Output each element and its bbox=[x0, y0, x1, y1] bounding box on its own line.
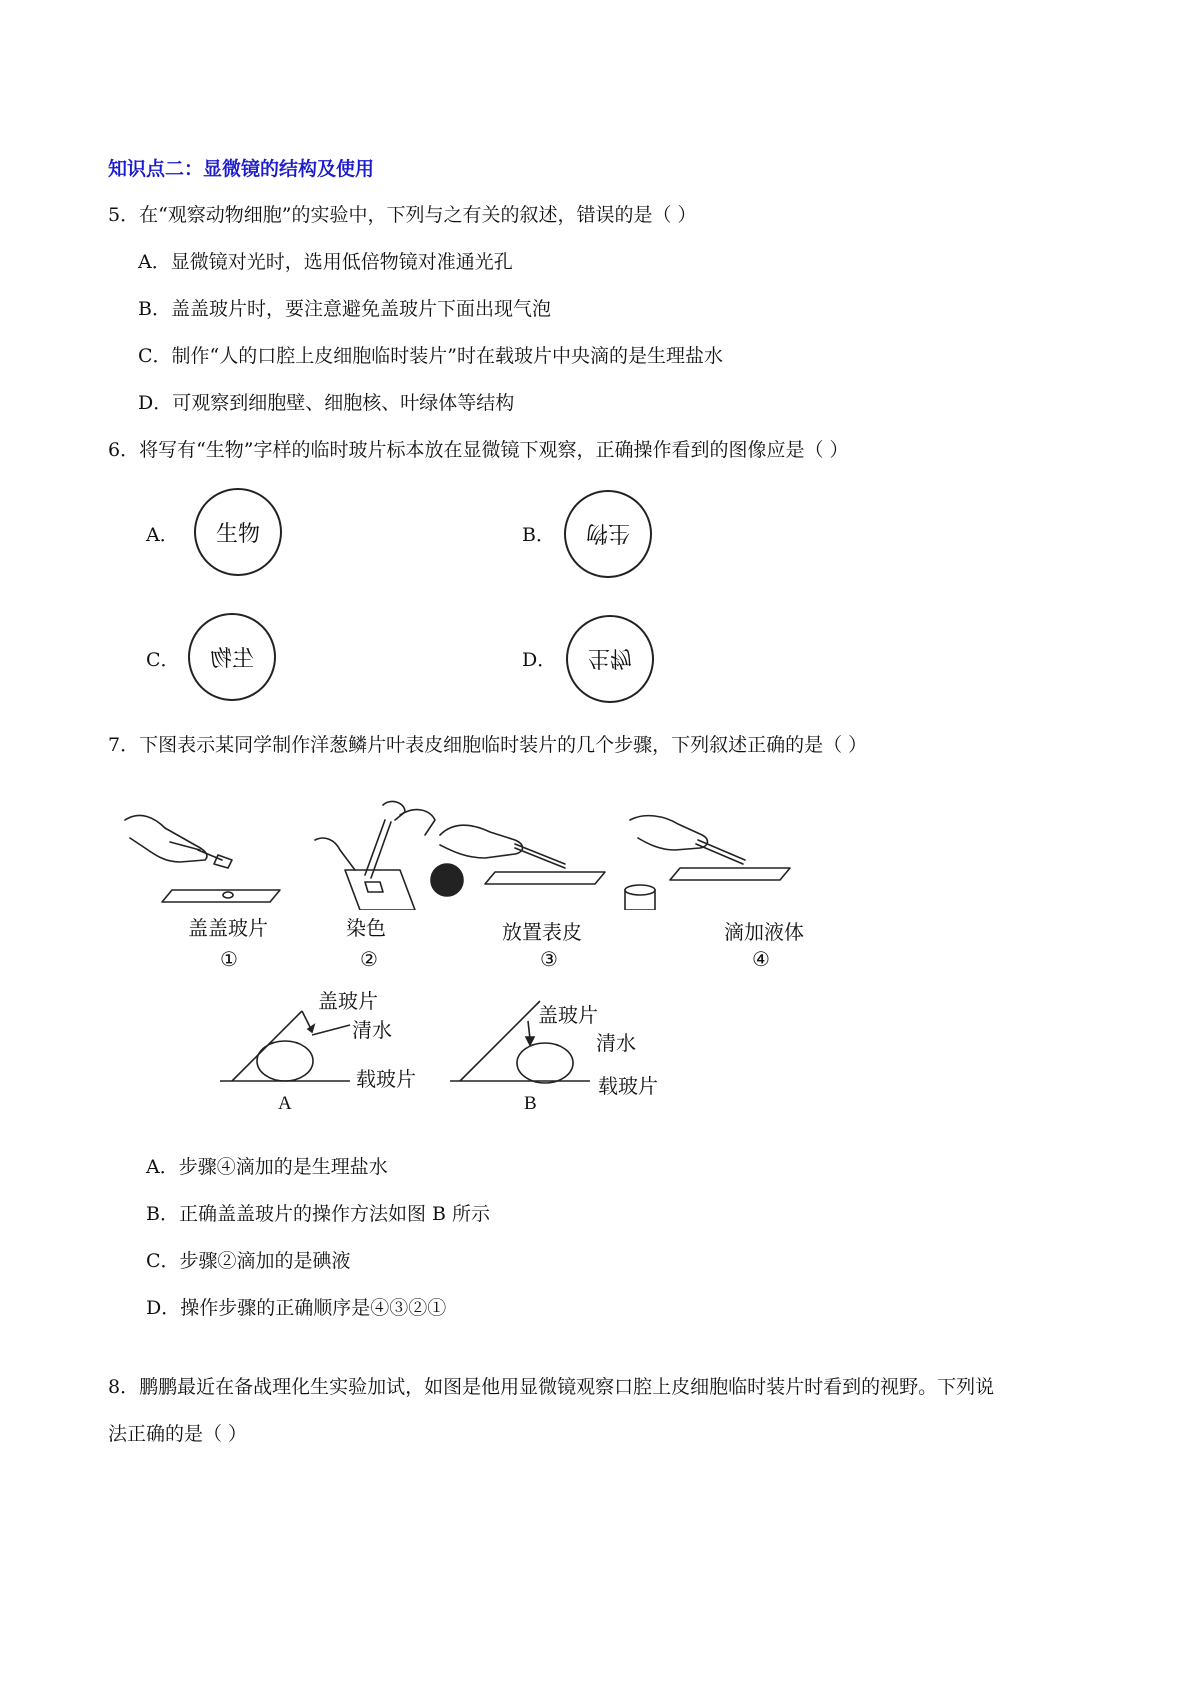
q6-option-d-text: 生物 bbox=[587, 644, 632, 670]
step-3-number: ③ bbox=[540, 947, 558, 971]
step-1-number: ① bbox=[220, 947, 238, 971]
step-2-caption: 染色 bbox=[346, 916, 386, 940]
step1-hand-icon bbox=[125, 815, 280, 902]
diagram-a-name: A bbox=[278, 1093, 292, 1114]
diagram-a-slide-label: 载玻片 bbox=[356, 1067, 416, 1091]
diagram-a-cover-label: 盖玻片 bbox=[318, 989, 378, 1013]
step-2-number: ② bbox=[360, 947, 378, 971]
q6-option-c-text: 生物 bbox=[209, 646, 254, 672]
q5-option-b: B．盖盖玻片时，要注意避免盖玻片下面出现气泡 bbox=[138, 298, 551, 320]
diagram-b-name: B bbox=[524, 1093, 537, 1114]
q7-option-a: A．步骤④滴加的是生理盐水 bbox=[146, 1156, 388, 1178]
q7-stem: 7．下图表示某同学制作洋葱鳞片叶表皮细胞临时装片的几个步骤，下列叙述正确的是（ ） bbox=[108, 734, 868, 756]
q6-option-d-image bbox=[566, 615, 654, 703]
q5-option-c: C．制作“人的口腔上皮细胞临时装片”时在载玻片中央滴的是生理盐水 bbox=[138, 345, 723, 367]
q7-option-d: D．操作步骤的正确顺序是④③②① bbox=[146, 1297, 447, 1319]
q6-option-d-label: D． bbox=[522, 649, 557, 671]
q6-option-c-image bbox=[188, 613, 276, 701]
q6-option-b-text: 生物 bbox=[585, 519, 630, 545]
q6-option-a-text: 生物 bbox=[215, 521, 260, 547]
q6-option-b-image bbox=[564, 490, 652, 578]
diagram-b-cover-label: 盖玻片 bbox=[538, 1003, 598, 1027]
q8-stem-line2: 法正确的是（ ） bbox=[108, 1423, 248, 1445]
q5-option-a: A．显微镜对光时，选用低倍物镜对准通光孔 bbox=[138, 251, 513, 273]
diagram-a-water-label: 清水 bbox=[352, 1018, 392, 1042]
step-4-caption: 滴加液体 bbox=[724, 920, 804, 944]
step4-dropper-icon bbox=[625, 816, 790, 910]
step3-forceps-icon bbox=[431, 825, 605, 896]
q7-option-b: B．正确盖盖玻片的操作方法如图 B 所示 bbox=[146, 1203, 491, 1225]
q5-stem: 5．在“观察动物细胞”的实验中，下列与之有关的叙述，错误的是（ ） bbox=[108, 204, 697, 226]
q6-option-a-image bbox=[194, 488, 282, 576]
q6-option-b-label: B． bbox=[522, 524, 555, 546]
step-4-number: ④ bbox=[752, 947, 770, 971]
q7-steps-illustration bbox=[110, 800, 830, 910]
diagram-b-slide-label: 载玻片 bbox=[598, 1074, 658, 1098]
step2-dropper-icon bbox=[315, 801, 435, 910]
q7-option-c: C．步骤②滴加的是碘液 bbox=[146, 1250, 351, 1272]
q6-option-a-label: A． bbox=[146, 524, 179, 546]
q6-stem: 6．将写有“生物”字样的临时玻片标本放在显微镜下观察，正确操作看到的图像应是（ ） bbox=[108, 439, 849, 461]
q8-stem-line1: 8．鹏鹏最近在备战理化生实验加试，如图是他用显微镜观察口腔上皮细胞临时装片时看到的视野。下列说 bbox=[108, 1376, 995, 1398]
section-heading: 知识点二：显微镜的结构及使用 bbox=[108, 158, 375, 180]
step-1-caption: 盖盖玻片 bbox=[188, 916, 268, 940]
q5-option-d: D．可观察到细胞壁、细胞核、叶绿体等结构 bbox=[138, 392, 515, 414]
diagram-b-water-label: 清水 bbox=[596, 1031, 636, 1055]
step-3-caption: 放置表皮 bbox=[502, 920, 582, 944]
q6-option-c-label: C． bbox=[146, 649, 180, 671]
